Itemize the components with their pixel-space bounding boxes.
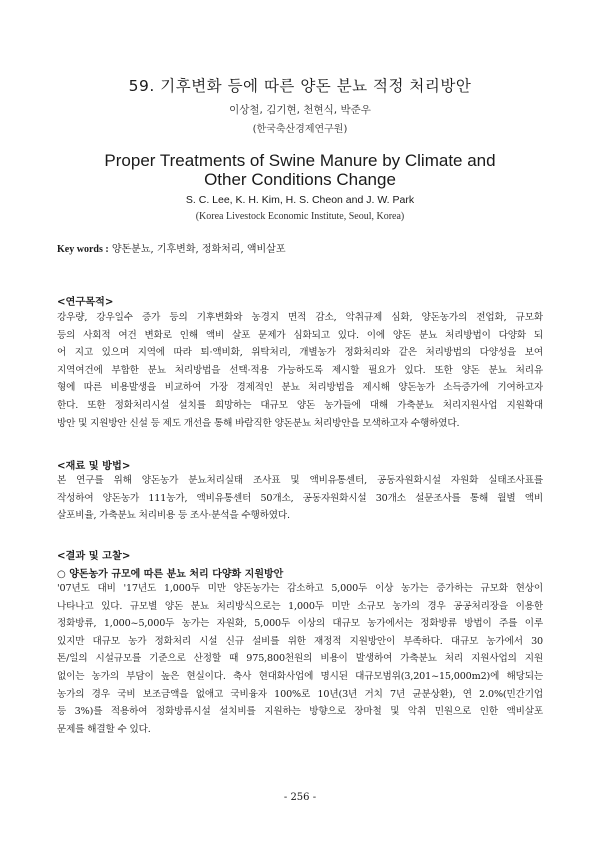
paragraph-line: 방안 및 지원방안 신설 등 제도 개선을 통해 바람직한 양돈분뇨 처리방안을 모색하고자 수행하였다. [57,417,460,429]
paragraph-line: 한다. 또한 정화처리시설 설치를 희망하는 대규모 양돈 농가들에 대해 가축분뇨 처리지원사업 지원확대 [57,399,543,411]
paragraph-line: 문제를 해결할 수 있다. [57,723,151,735]
paragraph-line: 톤/일의 시설규모를 기준으로 산정할 때 975,800천원의 비용이 발생하여 가축분뇨 처리 지원사업의 지원 [57,653,543,665]
section-heading-purpose: <연구목적> [57,297,114,308]
section-body-methods [57,472,543,525]
english-title-line-1: Proper Treatments of Swine Manure by Climate and [104,151,496,170]
paragraph-line: 강우량, 강우일수 증가 등의 기후변화와 농경지 면적 감소, 악취규제 심화, 양돈농가의 전업화, 규모화 [57,312,543,323]
korean-affiliation: (한국축산경제연구원) [252,124,348,135]
page-number: - 256 - [283,792,317,803]
paragraph-line: 본 연구를 위해 양돈농가 분뇨처리실태 조사표 및 액비유통센터, 공동자원화시설 자원화 실태조사표를 [57,475,543,486]
korean-authors: 이상철, 김기현, 천현식, 박준우 [229,104,371,116]
paragraph-line: 정화방류, 1,000~5,000두 농가는 자원화, 5,000두 이상의 대규모 농가에서는 정화방류 방법이 주를 이루 [57,618,543,630]
paragraph-line: 살포비율, 가축분뇨 처리비용 등 조사·분석을 수행하였다. [57,510,290,522]
paragraph-line: 있지만 대규모 농가 정화처리 시설 신규 설비를 위한 재정적 지원방안이 부족하다. 대규모 농가에서 30 [57,635,543,647]
english-title-line-2: Other Conditions Change [204,170,396,189]
keywords-value: 양돈분뇨, 기후변화, 정화처리, 액비살포 [108,244,286,255]
paragraph-line: 형에 따른 비용발생을 비교하여 가장 경제적인 분뇨 처리방법을 제시해 양돈농가 소득증가에 기여하고자 [57,382,543,394]
section-heading-methods: <재료 및 방법> [57,461,131,472]
korean-title: 59. 기후변화 등에 따른 양돈 분뇨 적정 처리방안 [128,77,472,95]
english-affiliation: (Korea Livestock Economic Institute, Seoul, Korea) [195,211,405,222]
section-body-purpose [57,309,543,432]
paragraph-line: 지역여건에 부합한 분뇨 처리방법을 선택·적용 가능하도록 제시할 필요가 있다. 또한 양돈 분뇨 처리유 [57,364,543,376]
paragraph-line: 농가의 경우 국비 보조금액을 없애고 국비융자 100%로 10년(3년 거치 7년 균분상환), 연 2.0%(민간기업 [57,688,543,700]
paragraph-line: 등 3%)를 적용하여 정화방류시설 설치비를 지원하는 방향으로 장마철 및 악취 민원으로 인한 액비살포 [57,706,543,718]
keywords-label: Key words : [57,244,109,255]
keywords [57,240,285,255]
paragraph-line: '07년도 대비 '17년도 1,000두 미만 양돈농가는 감소하고 5,000두 이상 농가는 증가하는 규모화 현상이 [57,583,543,594]
english-authors: S. C. Lee, K. H. Kim, H. S. Cheon and J. W. Park [185,194,415,206]
paragraph-line: 어 지고 있으며 지역에 따라 퇴·액비화, 위탁처리, 개별농가 정화처리와 같은 처리방법의 다양성을 보여 [57,347,543,359]
paragraph-line: 없이는 농가의 부담이 높은 현실이다. 축사 현대화사업에 명시된 대규모범위(3,201~15,000m2)에 해당되는 [57,670,543,682]
section-body-results [57,580,543,738]
paragraph-line: 작성하여 양돈농가 111농가, 액비유통센터 50개소, 공동자원화시설 30개소 설문조사를 통해 월별 액비 [57,492,543,504]
paragraph-line: 등의 사회적 여건 변화로 인해 액비 살포 문제가 심화되고 있다. 이에 양돈 분뇨 처리방법이 다양화 되 [57,329,543,341]
paragraph-line: 나타나고 있다. 규모별 양돈 분뇨 처리방식으로는 1,000두 미만 소규모 농가의 경우 공공처리장을 이용한 [57,600,543,612]
results-subheading: ○ 양돈농가 규모에 따른 분뇨 처리 다양화 지원방안 [57,569,284,580]
section-heading-results: <결과 및 고찰> [57,551,131,562]
